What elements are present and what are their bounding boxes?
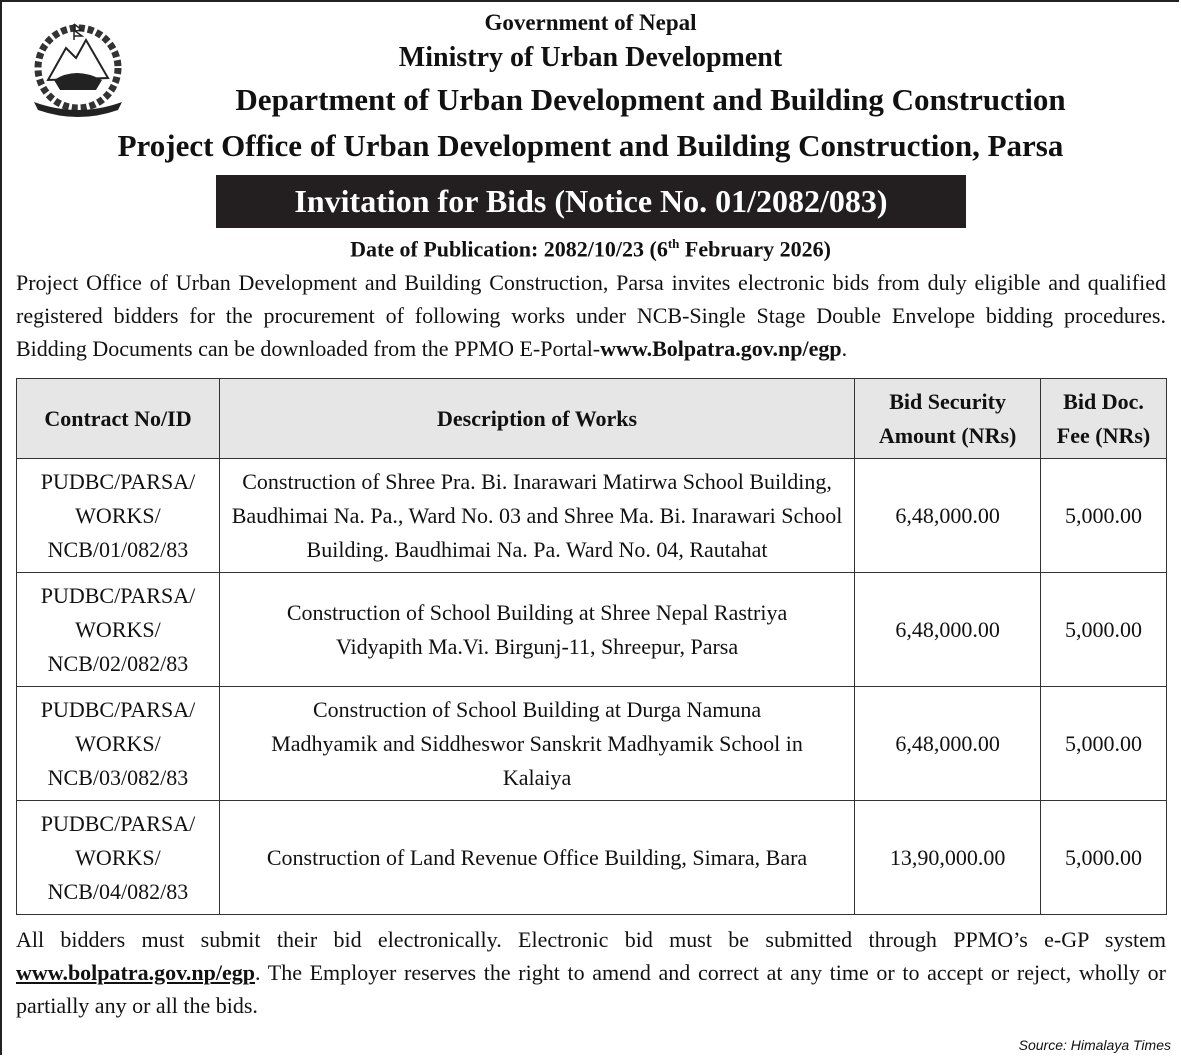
contract-id: PUDBC/PARSA/ WORKS/ NCB/02/082/83 [17, 573, 220, 687]
header-description: Description of Works [219, 379, 854, 459]
bid-doc-fee: 5,000.00 [1041, 687, 1167, 801]
header-contract-no: Contract No/ID [17, 379, 220, 459]
contract-id: PUDBC/PARSA/ WORKS/ NCB/03/082/83 [17, 687, 220, 801]
bid-doc-fee: 5,000.00 [1041, 459, 1167, 573]
header-bid-doc-fee: Bid Doc. Fee (NRs) [1041, 379, 1167, 459]
notice-title-banner: Invitation for Bids (Notice No. 01/2082/083) [216, 175, 966, 228]
contract-id: PUDBC/PARSA/ WORKS/ NCB/04/082/83 [17, 801, 220, 915]
publication-date: Date of Publication: 2082/10/23 (6th February 2026) [350, 236, 831, 262]
intro-paragraph: Project Office of Urban Development and Building Construction, Parsa invites electronic bids from duly eligible and qualified registered bidders for the procurement of following works under NCB-Single Stage Double Envelope bidding procedures. Bidding Documents can be downloaded from the PPMO E-Portal-www.Bolpatra.gov.np/egp. [16, 270, 1166, 361]
work-description: Construction of Land Revenue Office Building, Simara, Bara [219, 801, 854, 915]
egp-link[interactable]: www.bolpatra.gov.np/egp [16, 960, 255, 985]
table-row [17, 687, 1167, 801]
contract-id: PUDBC/PARSA/ WORKS/ NCB/01/082/83 [17, 459, 220, 573]
table-row [17, 459, 1167, 573]
work-description: Construction of School Building at Durga Namuna Madhyamik and Siddheswor Sanskrit Madhyamik School in Kalaiya [219, 687, 854, 801]
table-header-row [17, 379, 1167, 459]
work-description: Construction of Shree Pra. Bi. Inarawari Matirwa School Building, Baudhimai Na. Pa., Ward No. 03 and Shree Ma. Bi. Inarawari School Building. Baudhimai Na. Pa. Ward No. 04, Rautahat [219, 459, 854, 573]
bid-doc-fee: 5,000.00 [1041, 801, 1167, 915]
table-row [17, 801, 1167, 915]
office-title: Project Office of Urban Development and Building Construction, Parsa [117, 128, 1064, 163]
header-bid-security: Bid Security Amount (NRs) [855, 379, 1041, 459]
department-title: Department of Urban Development and Building Construction [235, 82, 1066, 117]
bolpatra-link[interactable]: www.Bolpatra.gov.np/egp [600, 336, 842, 361]
table-row [17, 573, 1167, 687]
bid-security: 6,48,000.00 [855, 573, 1041, 687]
bid-security: 6,48,000.00 [855, 459, 1041, 573]
government-title: Government of Nepal [484, 10, 697, 35]
source-credit: Source: Himalaya Times [1018, 1037, 1171, 1053]
bid-security: 13,90,000.00 [855, 801, 1041, 915]
bid-security: 6,48,000.00 [855, 687, 1041, 801]
ministry-title: Ministry of Urban Development [398, 42, 783, 73]
work-description: Construction of School Building at Shree Nepal Rastriya Vidyapith Ma.Vi. Birgunj-11, Shreepur, Parsa [219, 573, 854, 687]
bids-table [16, 378, 1167, 915]
footer-paragraph: All bidders must submit their bid electronically. Electronic bid must be submitted through PPMO’s e-GP system www.bolpatra.gov.np/egp. The Employer reserves the right to amend and correct at any time or to accept or reject, wholly or partially any or all the bids. [16, 927, 1166, 1018]
bid-doc-fee: 5,000.00 [1041, 573, 1167, 687]
